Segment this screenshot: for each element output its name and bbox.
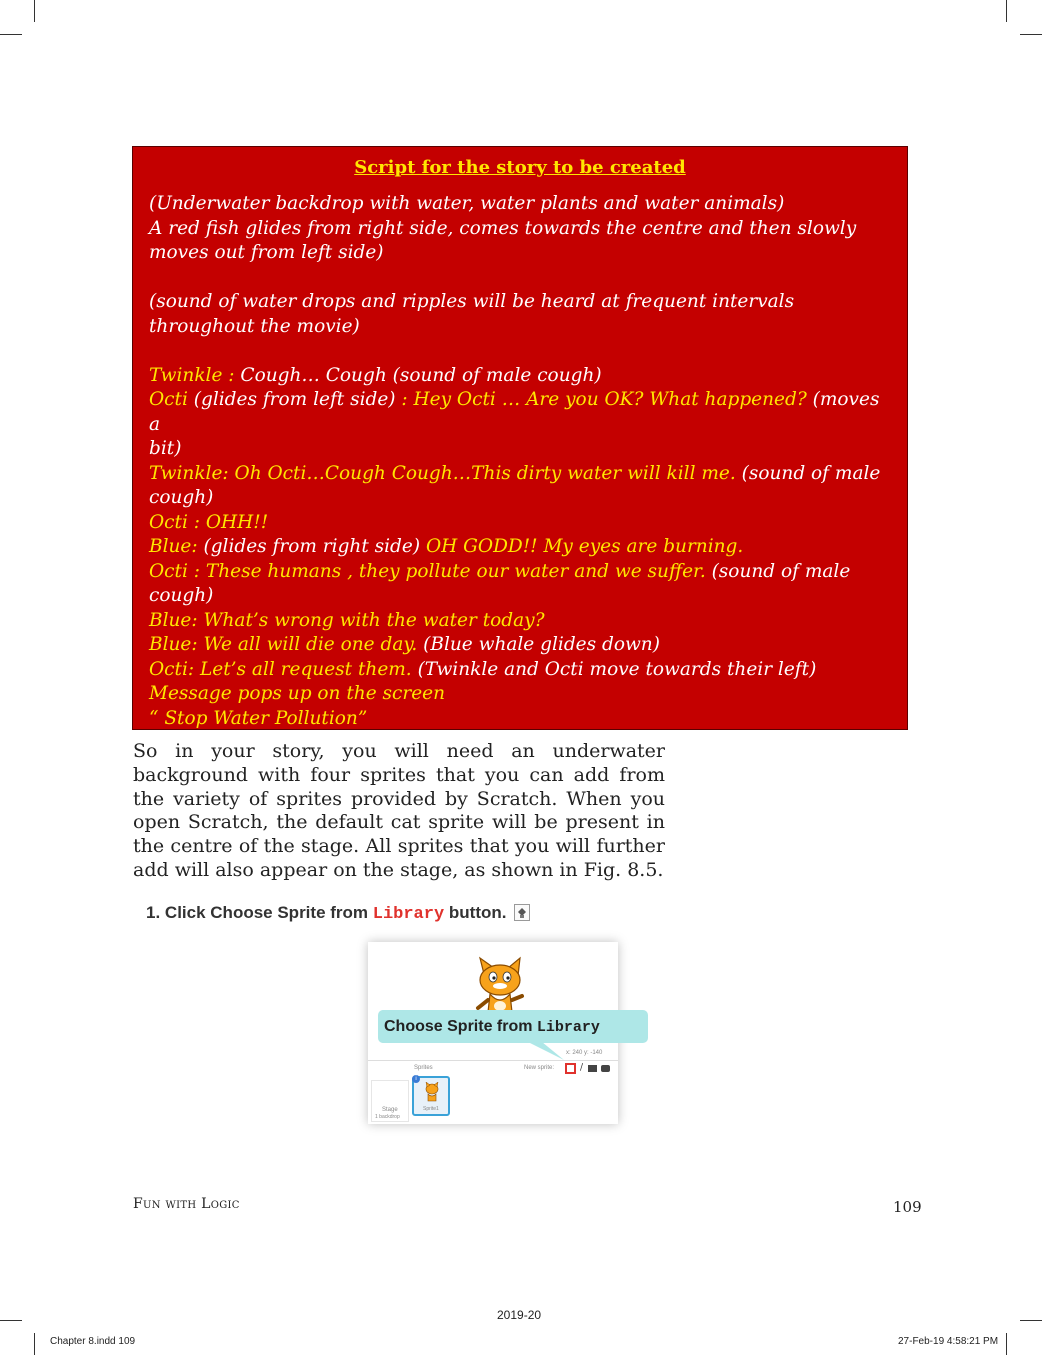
step-text-after: button. [444,903,507,922]
script-line [149,364,891,389]
stage-coordinates: x: 240 y: -140 [566,1050,603,1056]
step-text-before: Click Choose Sprite from [164,903,373,922]
script-direction: (Blue whale glides down) [423,634,660,655]
choose-sprite-callout [378,1010,648,1043]
script-direction: (moves a [149,389,880,435]
callout-library-keyword: Library [536,1019,600,1036]
script-line [149,658,891,683]
step-number: 1. [146,903,161,922]
script-line [149,241,891,266]
new-sprite-label: New sprite: [524,1065,555,1071]
upload-sprite-icon[interactable] [588,1065,597,1072]
camera-icon[interactable] [601,1065,610,1072]
script-dialogue: OH GODD!! My eyes are burning. [425,536,744,557]
library-keyword: Library [372,905,445,924]
script-line [149,486,891,511]
crop-mark [0,1320,22,1321]
crop-mark [1020,34,1042,35]
info-icon[interactable]: i [412,1075,420,1083]
script-line [149,535,891,560]
script-direction: cough) [149,487,214,508]
script-direction: Cough… Cough (sound of male cough) [240,364,602,386]
crop-mark [1020,1320,1042,1321]
script-line [149,217,891,242]
script-line [149,290,891,315]
crop-mark [1006,1333,1007,1355]
script-dialogue: Twinkle: Oh Octi…Cough Cough…This dirty water will kill me. [149,462,742,484]
script-dialogue: Message pops up on the screen [149,683,446,704]
script-direction: (sound of male [711,560,851,582]
sprites-label: Sprites [414,1065,433,1071]
crop-mark [1006,0,1007,22]
script-line [149,388,891,437]
script-line [149,511,891,536]
script-body [149,192,891,731]
script-line [149,560,891,585]
body-paragraph: So in your story, you will need an underwater background with four sprites that you can add from the variety of sprites provided by Scratch. When you open Scratch, the default cat sprite will be present in the centre of the stage. All sprites that you will further add will also appear on the stage, as shown in Fig. 8.5. [133,740,665,881]
edition-year: 2019-20 [497,1308,542,1322]
script-direction: A red fish glides from right side, comes towards the centre and then slowly [149,217,857,239]
slug-file-info: Chapter 8.indd 109 [50,1336,136,1347]
script-line [149,609,891,634]
script-dialogue: Octi : These humans , they pollute our water and we suffer. [149,560,712,582]
script-line [149,707,891,732]
sprite-name: Sprite1 [423,1106,439,1112]
script-title: Script for the story to be created [354,157,686,178]
script-box [132,146,908,730]
stage-label: Stage [382,1107,398,1113]
stage-thumbnail[interactable] [371,1080,409,1122]
script-direction: cough) [149,585,214,606]
callout-text: Choose Sprite from [384,1018,537,1035]
script-line [149,633,891,658]
step-instruction [146,903,530,924]
script-dialogue: Octi [149,389,194,410]
script-line [149,315,891,340]
script-line [149,462,891,487]
page-number: 109 [893,1198,922,1216]
script-dialogue: Octi : OHH!! [149,511,269,533]
slug-timestamp: 27-Feb-19 4:58:21 PM [898,1336,999,1347]
choose-sprite-from-library-button[interactable] [565,1063,576,1074]
script-dialogue: Twinkle : [149,364,241,386]
paint-new-sprite-icon[interactable]: / [580,1063,584,1073]
script-direction: throughout the movie) [149,315,360,337]
crop-mark [34,0,35,22]
script-dialogue: Blue: What’s wrong with the water today? [149,609,545,631]
script-direction: (glides from left side) [193,389,402,410]
script-line [149,682,891,707]
crop-mark [0,34,22,35]
script-line [149,192,891,217]
callout-pointer [528,1042,568,1062]
script-dialogue: “ Stop Water Pollution” [149,707,368,729]
sprite-thumbnail[interactable] [412,1076,450,1116]
script-line [149,437,891,462]
crop-mark [34,1333,35,1355]
script-direction: (sound of water drops and ripples will be heard at frequent intervals [149,291,795,312]
backdrop-label: 1 backdrop [375,1114,400,1120]
script-dialogue: Octi: Let’s all request them. [149,658,418,680]
script-direction: (glides from right side) [203,536,426,557]
script-direction: (Twinkle and Octi move towards their left) [417,658,817,680]
script-direction: moves out from left side) [149,242,384,263]
script-blank-line [149,339,891,364]
script-dialogue: : Hey Octi … Are you OK? What happened? [401,389,813,410]
script-direction: (sound of male [741,462,881,484]
script-direction: bit) [149,438,182,459]
chapter-title: Fun with Logic [133,1196,240,1212]
script-direction: (Underwater backdrop with water, water plants and water animals) [149,193,785,214]
cat-sprite-icon [422,1082,442,1102]
script-blank-line [149,266,891,291]
sprite-library-icon [514,904,530,921]
script-line [149,584,891,609]
script-dialogue: Blue: We all will die one day. [149,634,424,655]
script-dialogue: Blue: [149,536,204,557]
